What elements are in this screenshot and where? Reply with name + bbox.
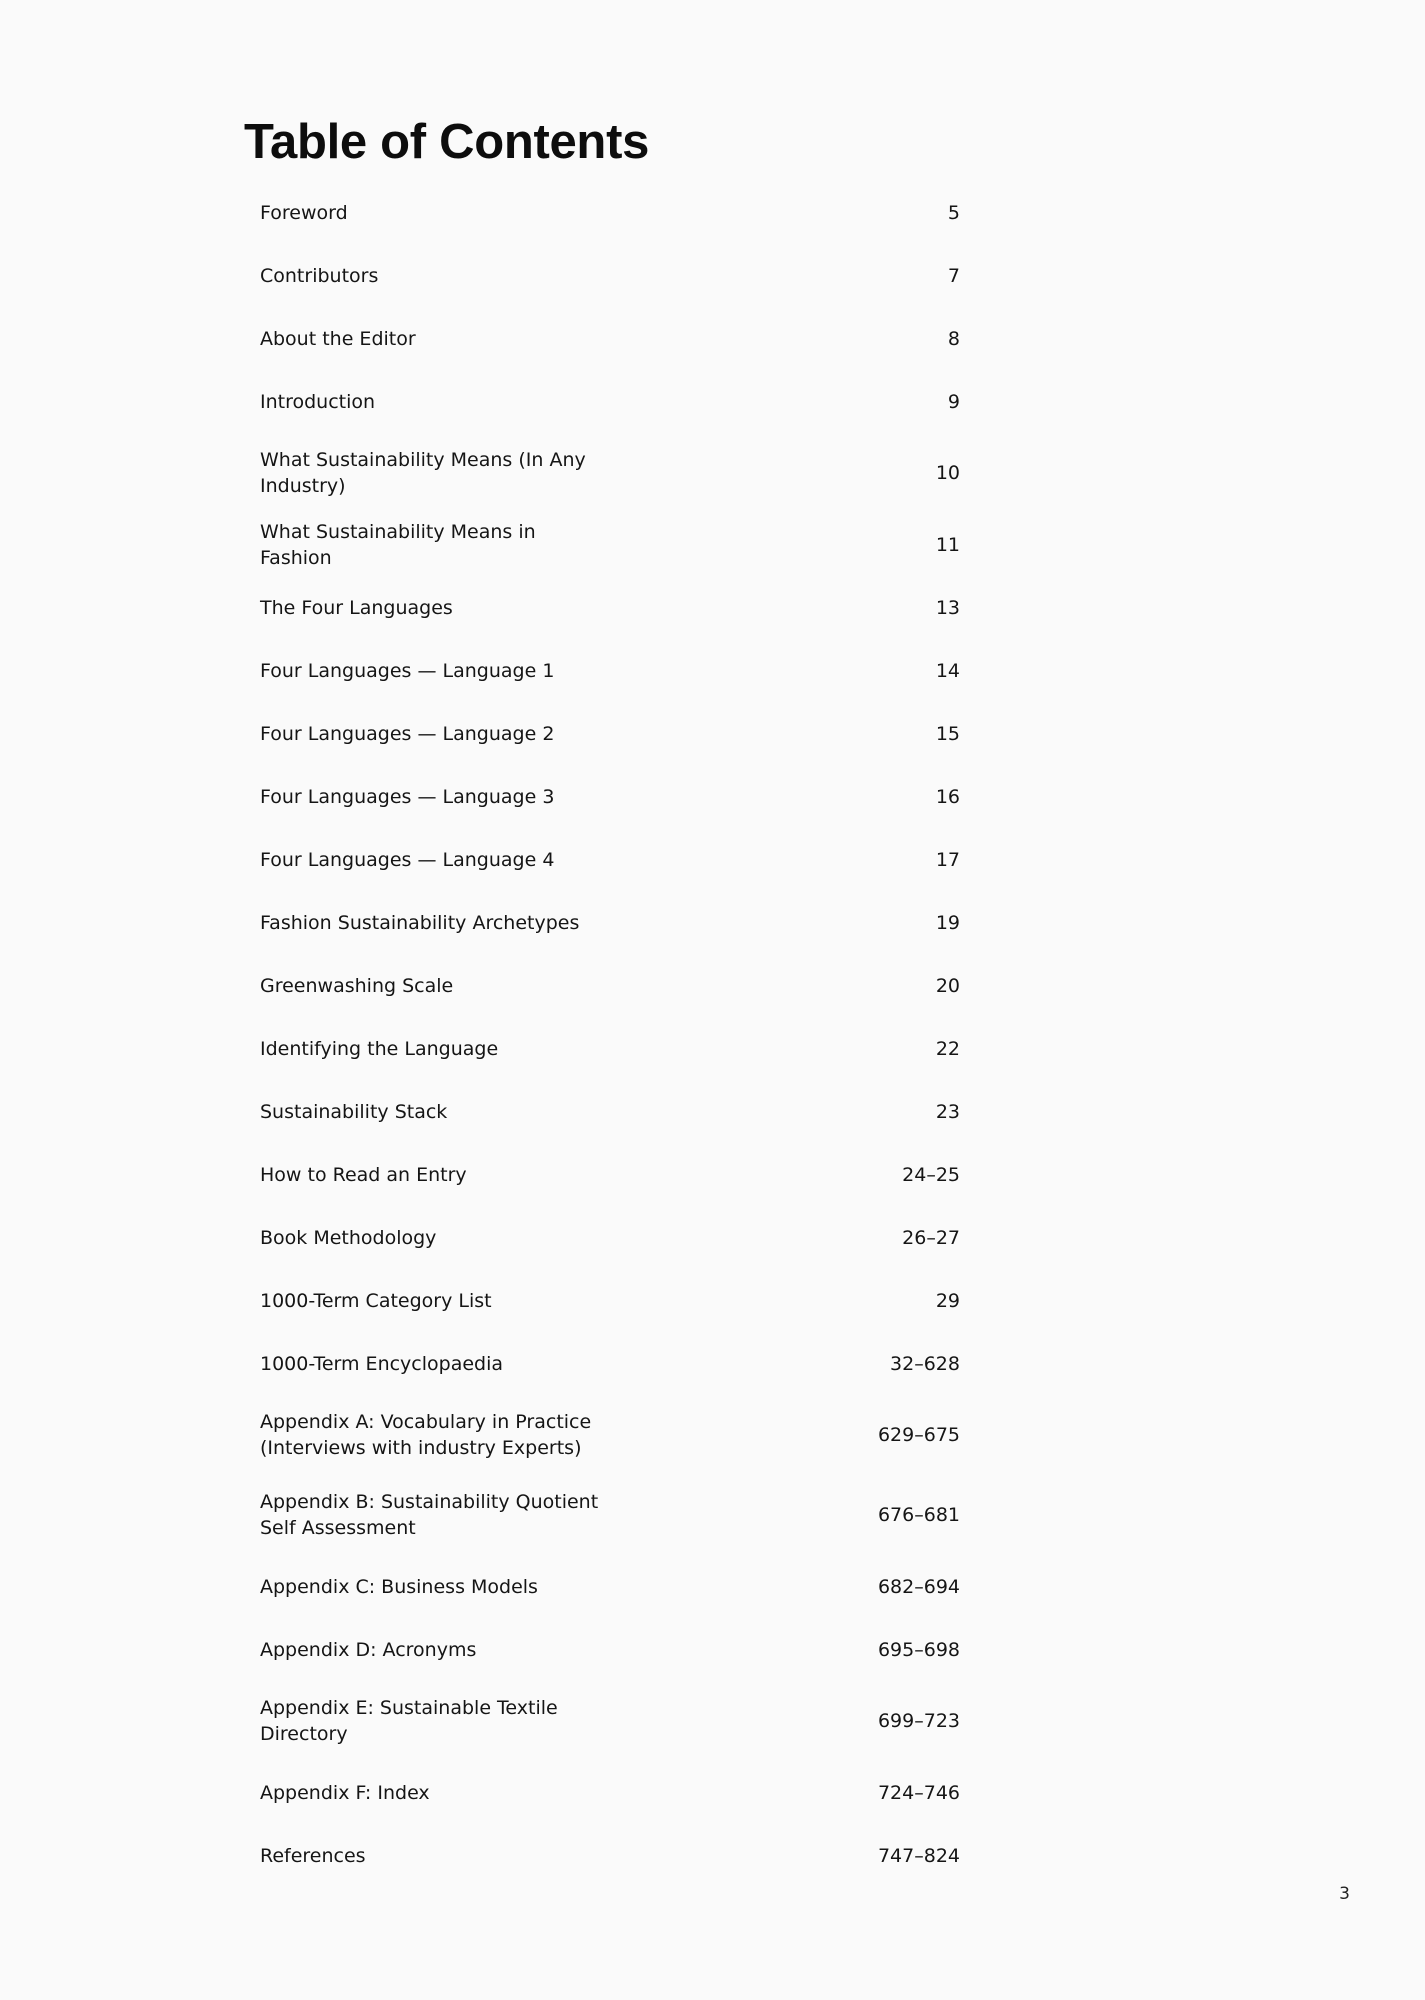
toc-entry-title: About the Editor	[260, 327, 416, 350]
toc-entry-title: Appendix F: Index	[260, 1781, 430, 1804]
toc-entry-language-1[interactable]	[260, 639, 960, 702]
toc-entry-title: Four Languages — Language 3	[260, 785, 555, 808]
toc-entry-title: Appendix E: Sustainable Textile Directory	[260, 1697, 558, 1745]
toc-entry-title: Contributors	[260, 264, 379, 287]
toc-entry-page: 19	[935, 911, 960, 934]
toc-entry-archetypes[interactable]	[260, 891, 960, 954]
toc-entry-how-to-read[interactable]	[260, 1143, 960, 1206]
toc-entry-page: 5	[947, 201, 960, 224]
toc-entry-sustainability-stack[interactable]	[260, 1080, 960, 1143]
toc-entry-appendix-f[interactable]	[260, 1761, 960, 1824]
toc-entry-page: 7	[947, 264, 960, 287]
toc-entry-appendix-e[interactable]	[260, 1681, 960, 1761]
table-of-contents	[260, 181, 960, 1887]
toc-entry-page: 8	[947, 327, 960, 350]
toc-entry-appendix-a[interactable]	[260, 1395, 960, 1475]
toc-entry-title: Foreword	[260, 201, 348, 224]
toc-entry-title: 1000-Term Encyclopaedia	[260, 1352, 504, 1375]
toc-entry-title: What Sustainability Means (In Any Industry)	[260, 449, 586, 497]
page-title: Table of Contents	[244, 115, 650, 169]
toc-entry-sustainability-fashion[interactable]	[260, 513, 960, 576]
toc-entry-references[interactable]	[260, 1824, 960, 1887]
toc-entry-page: 14	[935, 659, 960, 682]
toc-entry-title: Sustainability Stack	[260, 1100, 448, 1123]
toc-entry-page: 747–824	[877, 1844, 960, 1867]
toc-entry-page: 29	[935, 1289, 960, 1312]
toc-entry-title: Four Languages — Language 2	[260, 722, 555, 745]
toc-entry-page: 682–694	[877, 1575, 960, 1598]
toc-entry-page: 13	[935, 596, 960, 619]
toc-entry-title: Greenwashing Scale	[260, 974, 454, 997]
toc-entry-page: 724–746	[877, 1781, 960, 1804]
toc-entry-title: Appendix D: Acronyms	[260, 1638, 477, 1661]
toc-entry-language-4[interactable]	[260, 828, 960, 891]
toc-entry-page: 32–628	[890, 1352, 960, 1375]
toc-entry-identifying-language[interactable]	[260, 1017, 960, 1080]
toc-entry-category-list[interactable]	[260, 1269, 960, 1332]
toc-entry-title: Four Languages — Language 4	[260, 848, 555, 871]
toc-entry-language-3[interactable]	[260, 765, 960, 828]
toc-entry-contributors[interactable]	[260, 244, 960, 307]
toc-entry-page: 26–27	[902, 1226, 960, 1249]
toc-entry-title: Four Languages — Language 1	[260, 659, 555, 682]
toc-entry-title: What Sustainability Means in Fashion	[260, 520, 536, 569]
toc-entry-greenwashing-scale[interactable]	[260, 954, 960, 1017]
toc-entry-page: 695–698	[877, 1638, 960, 1661]
page-number: 3	[1339, 1884, 1350, 1904]
toc-entry-page: 23	[935, 1100, 960, 1123]
toc-entry-title: How to Read an Entry	[260, 1163, 467, 1186]
toc-entry-title: Identifying the Language	[260, 1037, 499, 1060]
toc-entry-introduction[interactable]	[260, 370, 960, 433]
toc-entry-appendix-c[interactable]	[260, 1555, 960, 1618]
toc-entry-title: The Four Languages	[260, 596, 453, 619]
toc-entry-page: 22	[935, 1037, 960, 1060]
toc-entry-title: Appendix B: Sustainability Quotient Self Assessment	[260, 1491, 599, 1539]
toc-entry-page: 17	[935, 848, 960, 871]
toc-entry-title: References	[260, 1844, 366, 1867]
toc-entry-foreword[interactable]	[260, 181, 960, 244]
toc-entry-title: Appendix C: Business Models	[260, 1575, 538, 1598]
toc-entry-page: 629–675	[877, 1424, 960, 1446]
toc-entry-page: 15	[935, 722, 960, 745]
toc-entry-page: 10	[935, 462, 960, 484]
toc-entry-page: 11	[935, 533, 960, 556]
toc-entry-title: Introduction	[260, 390, 376, 413]
toc-entry-title: Fashion Sustainability Archetypes	[260, 911, 580, 934]
toc-entry-page: 20	[935, 974, 960, 997]
toc-entry-page: 699–723	[877, 1710, 960, 1732]
toc-entry-sustainability-any-industry[interactable]	[260, 433, 960, 513]
toc-entry-book-methodology[interactable]	[260, 1206, 960, 1269]
toc-entry-about-the-editor[interactable]	[260, 307, 960, 370]
toc-entry-page: 676–681	[877, 1504, 960, 1526]
toc-entry-four-languages[interactable]	[260, 576, 960, 639]
toc-entry-appendix-b[interactable]	[260, 1475, 960, 1555]
toc-entry-page: 9	[947, 390, 960, 413]
toc-entry-page: 16	[935, 785, 960, 808]
toc-entry-title: Book Methodology	[260, 1226, 437, 1249]
toc-entry-page: 24–25	[902, 1163, 960, 1186]
toc-entry-appendix-d[interactable]	[260, 1618, 960, 1681]
toc-entry-encyclopaedia[interactable]	[260, 1332, 960, 1395]
toc-entry-title: 1000-Term Category List	[260, 1289, 492, 1312]
toc-entry-language-2[interactable]	[260, 702, 960, 765]
toc-entry-title: Appendix A: Vocabulary in Practice (Interviews with industry Experts)	[260, 1411, 592, 1459]
